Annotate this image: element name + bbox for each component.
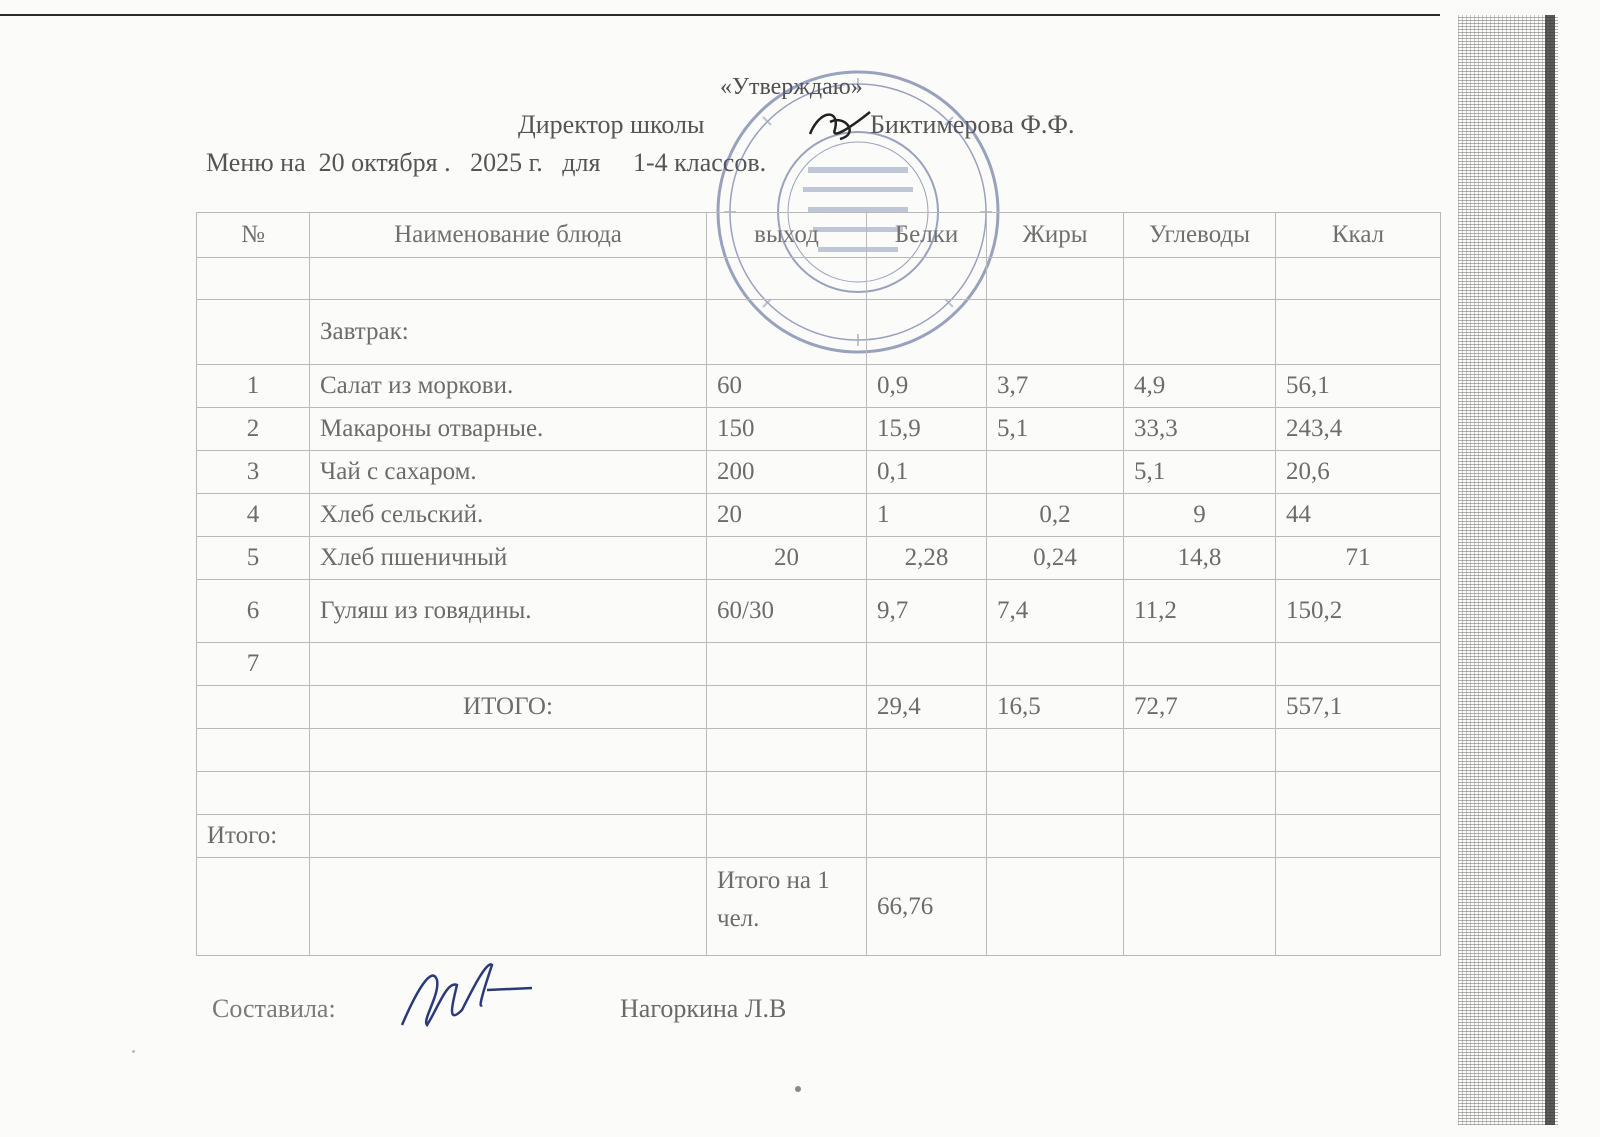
dish-carbs: 9 [1124, 494, 1276, 537]
dish-name: Макароны отварные. [310, 408, 707, 451]
dish-output: 200 [707, 451, 867, 494]
dish-output: 60 [707, 365, 867, 408]
table-row [197, 537, 1441, 580]
table-row-empty [197, 258, 1441, 300]
dish-kcal: 243,4 [1276, 408, 1441, 451]
dish-carbs: 4,9 [1124, 365, 1276, 408]
scan-edge-noise [1458, 15, 1558, 1125]
dish-name: Салат из моркови. [310, 365, 707, 408]
dish-kcal: 44 [1276, 494, 1441, 537]
row-num: 1 [197, 365, 310, 408]
dish-carbs: 5,1 [1124, 451, 1276, 494]
table-row-empty [197, 772, 1441, 815]
table-row-per-person [197, 858, 1441, 956]
dish-name: Чай с сахаром. [310, 451, 707, 494]
dish-carbs: 33,3 [1124, 408, 1276, 451]
dish-fat: 0,24 [987, 537, 1124, 580]
dish-protein: 9,7 [867, 580, 987, 643]
composed-label: Составила: [212, 994, 336, 1023]
dish-fat [987, 643, 1124, 686]
dish-output [707, 643, 867, 686]
dish-carbs: 14,8 [1124, 537, 1276, 580]
director-label: Директор школы [518, 110, 705, 139]
total-kcal: 557,1 [1276, 686, 1441, 729]
header-output: выход [707, 213, 867, 258]
dish-kcal: 20,6 [1276, 451, 1441, 494]
table-header-row [197, 213, 1441, 258]
dish-name [310, 643, 707, 686]
dish-output: 20 [707, 494, 867, 537]
table-row [197, 451, 1441, 494]
row-num: 6 [197, 580, 310, 643]
director-name: Биктимерова Ф.Ф. [870, 110, 1075, 139]
dish-name: Хлеб сельский. [310, 494, 707, 537]
scan-edge-border [1545, 15, 1555, 1125]
dish-fat: 0,2 [987, 494, 1124, 537]
header-fat: Жиры [987, 213, 1124, 258]
dish-carbs [1124, 643, 1276, 686]
header-dish: Наименование блюда [310, 213, 707, 258]
scan-speck [795, 1086, 801, 1092]
dish-name: Хлеб пшеничный [310, 537, 707, 580]
table-row [197, 365, 1441, 408]
total-protein: 29,4 [867, 686, 987, 729]
table-row-section [197, 300, 1441, 365]
header-protein: Белки [867, 213, 987, 258]
header-carbs: Углеводы [1124, 213, 1276, 258]
dish-output: 20 [707, 537, 867, 580]
dish-kcal: 150,2 [1276, 580, 1441, 643]
composer-signature [392, 950, 542, 1040]
dish-fat [987, 451, 1124, 494]
row-num: 2 [197, 408, 310, 451]
dish-output: 150 [707, 408, 867, 451]
total-carbs: 72,7 [1124, 686, 1276, 729]
menu-title: Меню на 20 октября . 2025 г. для 1-4 классов. [206, 148, 767, 177]
header-kcal: Ккал [1276, 213, 1441, 258]
composer-name: Нагоркина Л.В [620, 994, 787, 1023]
table-row-empty [197, 729, 1441, 772]
dish-fat: 7,4 [987, 580, 1124, 643]
row-num: 5 [197, 537, 310, 580]
dish-protein: 2,28 [867, 537, 987, 580]
row-num: 4 [197, 494, 310, 537]
total-fat: 16,5 [987, 686, 1124, 729]
table-row [197, 494, 1441, 537]
table-row-total [197, 686, 1441, 729]
scan-speck [132, 1050, 135, 1053]
dish-kcal [1276, 643, 1441, 686]
dish-name: Гуляш из говядины. [310, 580, 707, 643]
total-label: ИТОГО: [310, 686, 707, 729]
dish-protein: 15,9 [867, 408, 987, 451]
table-row [197, 408, 1441, 451]
itogo-label: Итого: [197, 815, 310, 858]
row-num: 7 [197, 643, 310, 686]
dish-protein [867, 643, 987, 686]
per-person-label: Итого на 1 чел. [707, 858, 867, 956]
row-num: 3 [197, 451, 310, 494]
dish-protein: 1 [867, 494, 987, 537]
dish-fat: 3,7 [987, 365, 1124, 408]
dish-carbs: 11,2 [1124, 580, 1276, 643]
scan-top-line [0, 14, 1440, 16]
table-row [197, 643, 1441, 686]
dish-protein: 0,1 [867, 451, 987, 494]
menu-table [196, 212, 1441, 956]
dish-kcal: 56,1 [1276, 365, 1441, 408]
table-row [197, 580, 1441, 643]
dish-kcal: 71 [1276, 537, 1441, 580]
dish-protein: 0,9 [867, 365, 987, 408]
header-num: № [197, 213, 310, 258]
table-row-itogo [197, 815, 1441, 858]
dish-output: 60/30 [707, 580, 867, 643]
director-signature [800, 104, 880, 144]
dish-fat: 5,1 [987, 408, 1124, 451]
per-person-value: 66,76 [867, 858, 987, 956]
section-label: Завтрак: [310, 300, 707, 365]
